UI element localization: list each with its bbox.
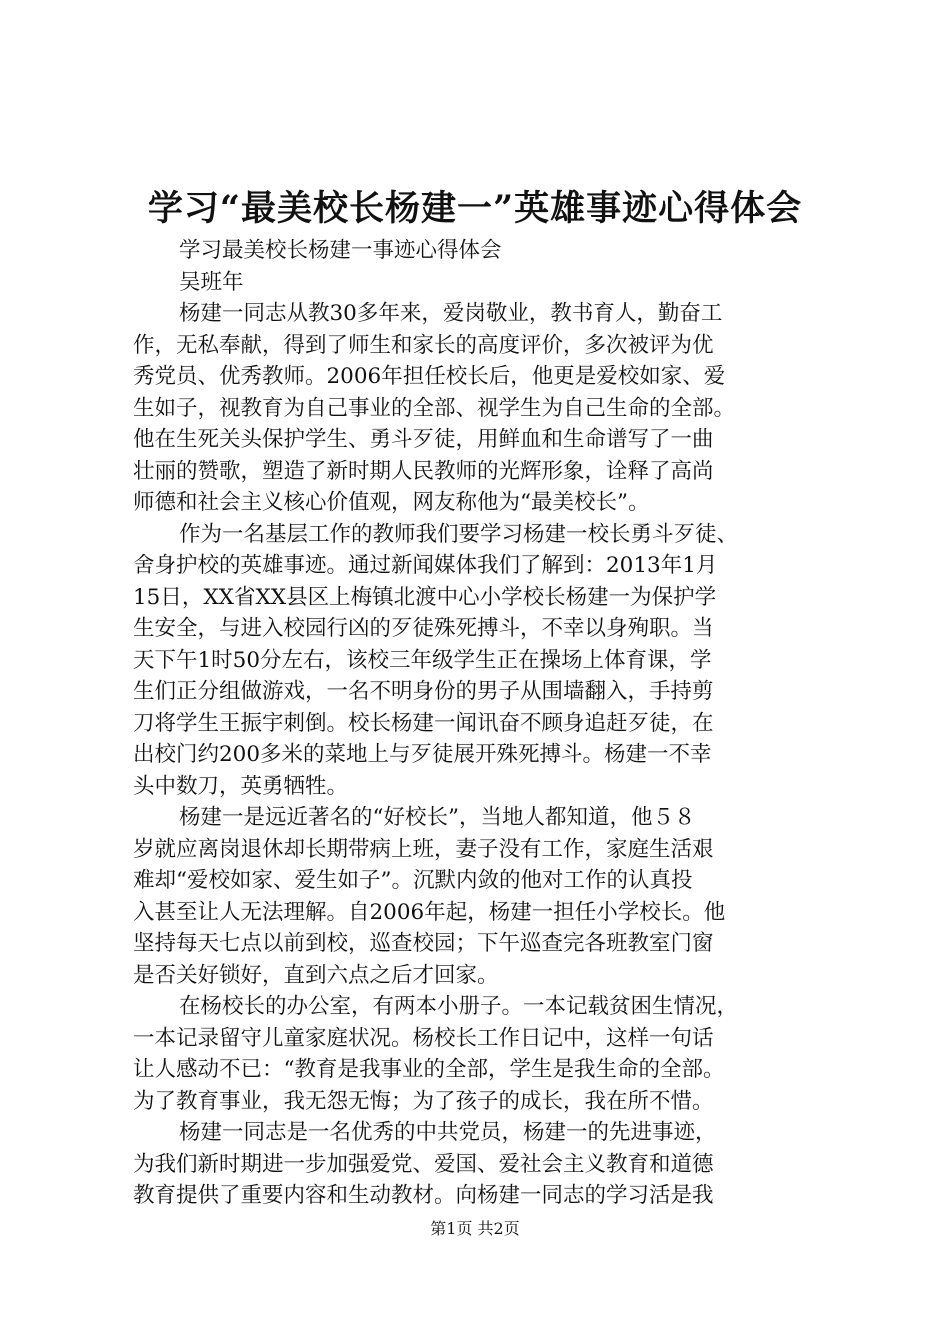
text-line: 让人感动不已：“教育是我事业的全部，学生是我生命的全部。 (133, 1057, 725, 1082)
text-line: 杨建一同志从教30多年来，爱岗敬业，教书育人，勤奋工 (179, 301, 723, 326)
text-line: 在杨校长的办公室，有两本小册子。一本记载贫困生情况， (179, 994, 739, 1019)
text-line: 作为一名基层工作的教师我们要学习杨建一校长勇斗歹徒、 (179, 521, 739, 547)
text-line: 吴班年 (179, 269, 244, 295)
text-line: 壮丽的赞歌，塑造了新时期人民教师的光辉形象，诠释了高尚 (133, 458, 714, 484)
text-line: 作，无私奉献，得到了师生和家长的高度评价，多次被评为优 (133, 332, 714, 358)
text-line: 他在生死关头保护学生、勇斗歹徒，用鲜血和生命谱写了一曲 (133, 427, 714, 452)
text-line: 生如子，视教育为自己事业的全部、视学生为自己生命的全部。 (133, 395, 736, 421)
text-line: 15日，XX省XX县区上梅镇北渡中心小学校长杨建一为保护学 (133, 584, 717, 610)
text-line: 头中数刀，英勇牺牲。 (133, 773, 349, 799)
text-line: 天下午1时50分左右，该校三年级学生正在操场上体育课，学 (133, 647, 712, 673)
document-title: 学习“最美校长杨建一”英雄事迹心得体会 (147, 188, 803, 229)
document-body (133, 235, 823, 1212)
text-line: 生们正分组做游戏，一名不明身份的男子从围墙翻入，手持剪 (133, 679, 714, 704)
text-line: 入甚至让人无法理解。自2006年起，杨建一担任小学校长。他 (133, 899, 726, 925)
text-line: 杨建一是远近著名的“好校长”，当地人都知道，他５８ (179, 805, 696, 830)
text-line: 师德和社会主义核心价值观，网友称他为“最美校长”。 (133, 490, 650, 515)
text-line: 教育提供了重要内容和生动教材。向杨建一同志的学习活是我 (133, 1183, 714, 1208)
text-line: 为了教育事业，我无怨无悔；为了孩子的成长，我在所不惜。 (133, 1088, 714, 1114)
text-line: 一本记录留守儿童家庭状况。杨校长工作日记中，这样一句话 (133, 1025, 714, 1051)
text-line: 学习最美校长杨建一事迹心得体会 (179, 238, 502, 263)
text-line: 坚持每天七点以前到校，巡查校园；下午巡查完各班教室门窗 (133, 931, 714, 956)
text-line: 难却“爱校如家、爱生如子”。沉默内敛的他对工作的认真投 (133, 868, 693, 893)
text-line: 岁就应离岗退休却长期带病上班，妻子没有工作，家庭生活艰 (133, 836, 714, 862)
text-line: 刀将学生王振宇刺倒。校长杨建一闻讯奋不顾身追赶歹徒，在 (133, 710, 714, 736)
text-line: 秀党员、优秀教师。2006年担任校长后，他更是爱校如家、爱 (133, 364, 726, 389)
page-footer: 第1页 共2页 (430, 1219, 520, 1238)
text-line: 舍身护校的英雄事迹。通过新闻媒体我们了解到：2013年1月 (133, 553, 718, 578)
text-line: 杨建一同志是一名优秀的中共党员，杨建一的先进事迹， (179, 1120, 717, 1145)
text-line: 是否关好锁好，直到六点之后才回家。 (133, 962, 499, 988)
text-line: 为我们新时期进一步加强爱党、爱国、爱社会主义教育和道德 (133, 1151, 714, 1177)
text-line: 生安全，与进入校园行凶的歹徒殊死搏斗，不幸以身殉职。当 (133, 616, 714, 641)
text-line: 出校门约200多米的菜地上与歹徒展开殊死搏斗。杨建一不幸 (133, 742, 712, 767)
